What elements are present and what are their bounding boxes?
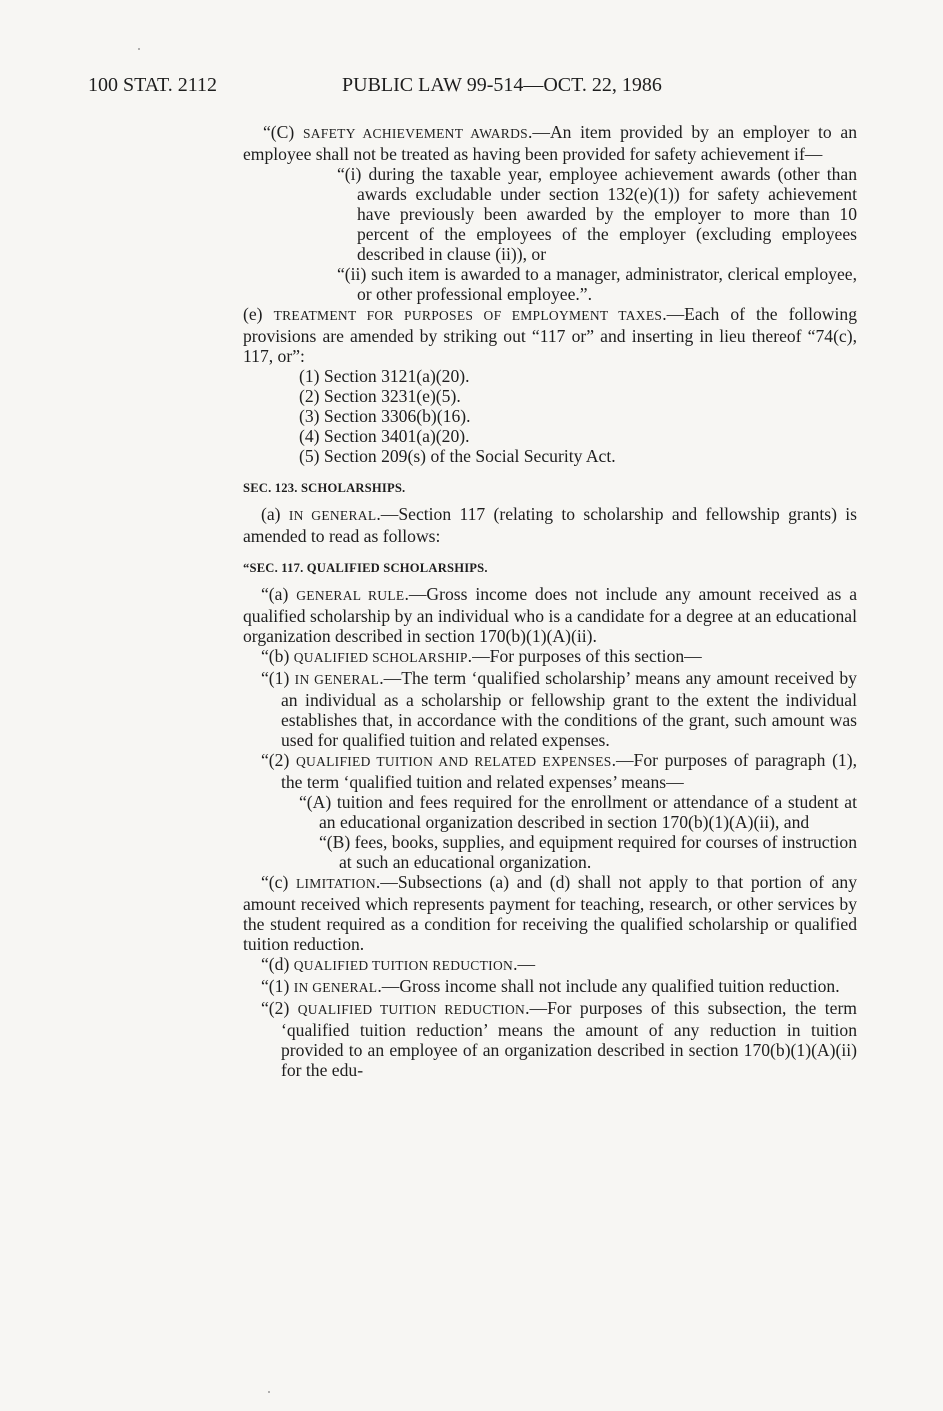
subsection-caption: IN GENERAL	[288, 508, 377, 523]
subsection-text: .—Section 117 (relating to scholarship and fellowship grants) is amended to read as follows:	[243, 504, 857, 546]
subsection-lead: (e)	[243, 304, 274, 324]
scan-speck	[138, 48, 140, 50]
page-header	[88, 74, 868, 100]
list-item: (4) Section 3401(a)(20).	[299, 426, 470, 446]
paragraph-text: .—For purposes of this subsection, the term ‘qualified tuition reduction’ means the amount of any reduction in tuition provided to an employee of an organization described in section 170(b)(1)(A)(ii) for the edu-	[281, 998, 857, 1080]
subsection-caption: QUALIFIED SCHOLARSHIP	[293, 650, 468, 665]
clause-c-ii: “(ii) such item is awarded to a manager, administrator, clerical employee, or other professional employee.”.	[337, 264, 857, 304]
subsection-text: .—For purposes of this section—	[467, 646, 702, 666]
paragraph-b2	[243, 750, 857, 792]
section-117-heading: “SEC. 117. QUALIFIED SCHOLARSHIPS.	[243, 561, 488, 575]
subsection-b-qualified	[243, 646, 857, 668]
subsection-lead: “(b)	[261, 646, 294, 666]
subsection-caption: LIMITATION	[295, 876, 376, 891]
section-123-heading: SEC. 123. SCHOLARSHIPS.	[243, 481, 406, 495]
subsection-caption: QUALIFIED TUITION REDUCTION	[293, 958, 514, 973]
subsection-lead: “(c)	[261, 872, 296, 892]
subsection-lead: “(d)	[261, 954, 294, 974]
paragraph-caption: IN GENERAL	[294, 672, 380, 687]
list-item: (1) Section 3121(a)(20).	[299, 366, 470, 386]
list-item: (2) Section 3231(e)(5).	[299, 386, 461, 406]
paragraph-d2	[243, 998, 857, 1080]
list-item: (3) Section 3306(b)(16).	[299, 406, 471, 426]
clause-c-i: “(i) during the taxable year, employee achievement awards (other than awards excludable under section 132(e)(1)) for safety achievement have previously been awarded by the employer to more than 10 percent of the employees of the employer (excluding employees described in clause (ii)), or	[337, 164, 857, 264]
paragraph-lead: “(2)	[261, 750, 296, 770]
paragraph-caption: IN GENERAL	[293, 980, 378, 995]
subsection-e	[243, 304, 857, 366]
clause-c-safety	[167, 122, 857, 164]
subsection-text: .—	[513, 954, 536, 974]
paragraph-caption: QUALIFIED TUITION AND RELATED EXPENSES	[295, 754, 612, 769]
document-body	[243, 122, 857, 1080]
paragraph-lead: “(2)	[261, 998, 298, 1018]
subsection-caption: GENERAL RULE	[296, 588, 405, 603]
subsection-a-rule	[243, 584, 857, 646]
subsection-lead: (a)	[261, 504, 289, 524]
paragraph-lead: “(1)	[261, 668, 295, 688]
scan-speck	[268, 1391, 270, 1393]
subsection-lead: “(a)	[261, 584, 297, 604]
subsection-caption: TREATMENT FOR PURPOSES OF EMPLOYMENT TAXES	[273, 308, 663, 323]
paragraph-lead: “(1)	[261, 976, 294, 996]
paragraph-text: .—Gross income shall not include any qualified tuition reduction.	[377, 976, 840, 996]
subsection-text: .—Subsections (a) and (d) shall not apply to that portion of any amount received which represents payment for teaching, research, or other services by the student required as a condition for receiving the qualified scholarship or qualified tuition reduction.	[243, 872, 857, 954]
clause-caption: SAFETY ACHIEVEMENT AWARDS	[302, 126, 528, 141]
paragraph-text: .—The term ‘qualified scholarship’ means any amount received by an individual as a scholarship or fellowship grant to the extent the individual establishes that, in accordance with the conditions of the grant, such amount was used for qualified tuition and related expenses.	[281, 668, 857, 750]
subparagraph-b2a: “(A) tuition and fees required for the enrollment or attendance of a student at an educational organization described in section 170(b)(1)(A)(ii), and	[299, 792, 857, 832]
clause-lead: “(C)	[263, 122, 303, 142]
stat-page-number: 100 STAT. 2112	[88, 74, 217, 96]
list-item: (5) Section 209(s) of the Social Security Act.	[299, 446, 616, 466]
paragraph-b1	[243, 668, 857, 750]
subparagraph-b2b: “(B) fees, books, supplies, and equipment required for courses of instruction at such an educational organization.	[319, 832, 857, 872]
subsection-text: .—Gross income does not include any amount received as a qualified scholarship by an individual who is a candidate for a degree at an educational organization described in section 170(b)(1)(A)(ii).	[243, 584, 857, 646]
subsection-text: .—Each of the following provisions are amended by striking out “117 or” and inserting in lieu thereof “74(c), 117, or”:	[243, 304, 857, 366]
clause-text: .—An item provided by an employer to an employee shall not be treated as having been provided for safety achievement if—	[243, 122, 857, 164]
subsection-a-general	[243, 504, 857, 546]
subsection-d-tuition	[243, 954, 857, 976]
paragraph-d1	[243, 976, 857, 998]
public-law-citation: PUBLIC LAW 99-514—OCT. 22, 1986	[342, 74, 662, 96]
paragraph-caption: QUALIFIED TUITION REDUCTION	[297, 1002, 526, 1017]
paragraph-text: .—For purposes of paragraph (1), the term ‘qualified tuition and related expenses’ means—	[281, 750, 857, 792]
subsection-c-limitation	[243, 872, 857, 954]
